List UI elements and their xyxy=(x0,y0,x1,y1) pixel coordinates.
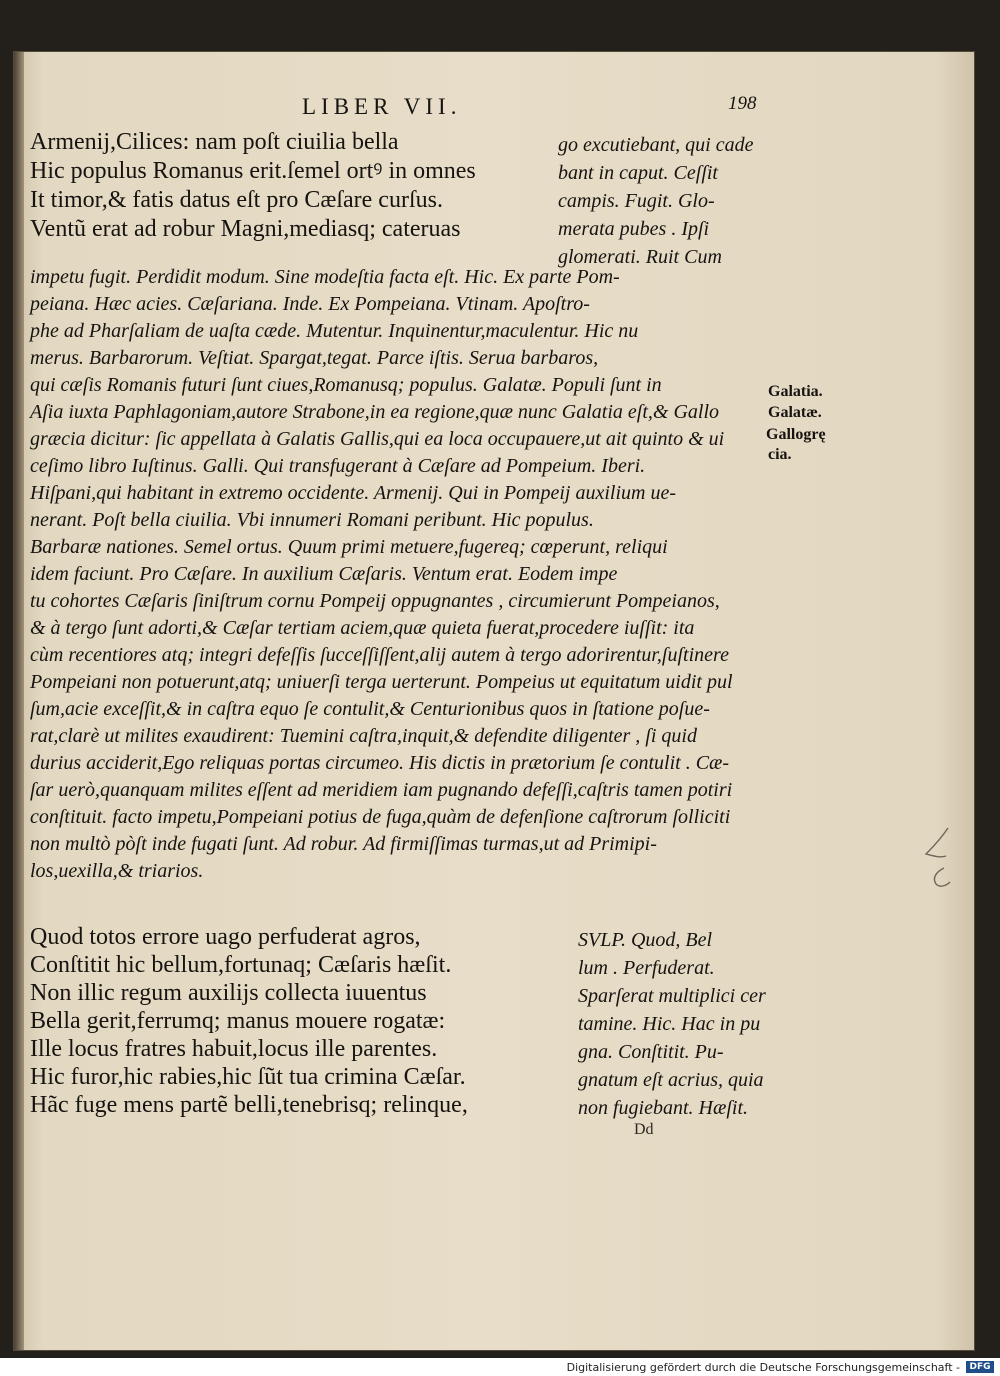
gloss-line: merata pubes . Ipſi xyxy=(558,218,710,240)
signature-mark: Dd xyxy=(634,1121,654,1138)
verse-line: Armenij,Cilices: nam poſt ciuilia bella xyxy=(30,129,399,155)
commentary-line: idem faciunt. Pro Cæſare. In auxilium Cæſaris. Ventum erat. Eodem impe xyxy=(30,563,618,585)
commentary-line: impetu fugit. Perdidit modum. Sine modeſtia facta eſt. Hic. Ex parte Pom- xyxy=(30,266,620,288)
verse-line: Non illic regum auxilijs collecta iuuentus xyxy=(30,980,427,1006)
page-binding-shadow xyxy=(14,52,24,1350)
dfg-logo: DFG xyxy=(966,1361,994,1373)
gloss-line: SVLP. Quod, Bel xyxy=(578,929,713,951)
commentary-line: qui cæſis Romanis futuri ſunt ciues,Romanusq; populus. Galatæ. Populi ſunt in xyxy=(30,374,662,396)
commentary-line: rat,clarè ut milites exaudirent: Tuemini caſtra,inquit,& defendite diligenter , ſi quid xyxy=(30,725,697,747)
commentary-line: conſtituit. facto impetu,Pompeiani potius de fuga,quàm de defenſione caſtrorum ſolliciti xyxy=(30,806,731,828)
commentary-line: ſum,acie exceſſit,& in caſtra equo ſe contulit,& Centurionibus quos in ſtatione poſue- xyxy=(30,698,710,720)
gloss-line: bant in caput. Ceſſit xyxy=(558,162,718,184)
commentary-line: phe ad Pharſaliam de uaſta cæde. Mutentur. Inquinentur,maculentur. Hic nu xyxy=(30,320,639,342)
commentary-line: græcia dicitur: ſic appellata à Galatis Gallis,qui ea loca occupauere,ut ait quinto & ui xyxy=(30,428,725,450)
commentary-line: Aſia iuxta Paphlagoniam,autore Strabone,in ea regione,quæ nunc Galatia eſt,& Gallo xyxy=(30,401,720,423)
commentary-line: nerant. Poſt bella ciuilia. Vbi innumeri Romani peribunt. Hic populus. xyxy=(30,509,594,531)
commentary-line: los,uexilla,& triarios. xyxy=(30,860,204,882)
gloss-line: gnatum eſt acrius, quia xyxy=(578,1069,764,1091)
footer-bar xyxy=(0,1358,1000,1376)
commentary-line: ceſimo libro Iuſtinus. Galli. Qui transfugerant à Cæſare ad Pompeium. Iberi. xyxy=(30,455,646,477)
commentary-line: cùm recentiores atq; integri defeſſis ſucceſſiſſent,alij autem à tergo adorirentur,ſuſtinere xyxy=(30,644,729,666)
commentary-line: durius acciderit,Ego reliquas portas circumeo. His dictis in prætorium ſe contulit . Cæ- xyxy=(30,752,730,774)
verse-line: It timor,& fatis datus eſt pro Cæſare curſus. xyxy=(30,187,443,213)
verse-line: Ille locus fratres habuit,locus ille parentes. xyxy=(30,1036,438,1062)
marginal-note: Galatæ. xyxy=(768,404,822,421)
verse-line: Hic furor,hic rabies,hic ſũt tua crimina Cæſar. xyxy=(30,1064,466,1090)
marginal-note: cia. xyxy=(768,446,792,463)
page-number: 198 xyxy=(728,93,757,114)
marginal-note: Galatia. xyxy=(768,383,823,400)
commentary-line: tu cohortes Cæſaris ſiniſtrum cornu Pompeij oppugnantes , circumierunt Pompeianos, xyxy=(30,590,720,612)
commentary-line: Barbaræ nationes. Semel ortus. Quum primi metuere,fugereq; cœperunt, reliqui xyxy=(30,536,668,558)
commentary-line: non multò pòſt inde fugati ſunt. Ad robur. Ad firmiſſimas turmas,ut ad Primipi- xyxy=(30,833,657,855)
commentary-line: peiana. Hæc acies. Cæſariana. Inde. Ex Pompeiana. Vtinam. Apoſtro- xyxy=(30,293,590,315)
gloss-line: Sparſerat multiplici cer xyxy=(578,985,766,1007)
verse-line: Bella gerit,ferrumq; manus mouere rogatæ: xyxy=(30,1008,446,1034)
verse-line: Conſtitit hic bellum,fortunaq; Cæſaris hæſit. xyxy=(30,952,452,978)
gloss-line: non fugiebant. Hæſit. xyxy=(578,1097,748,1119)
gloss-line: lum . Perfuderat. xyxy=(578,957,715,979)
running-head: LIBER VII. xyxy=(302,94,462,119)
footer-text: Digitalisierung gefördert durch die Deutsche Forschungsgemeinschaft - xyxy=(566,1361,960,1374)
verse-line: Hic populus Romanus erit.ſemel ortꝰ in omnes xyxy=(30,158,476,184)
gloss-line: glomerati. Ruit Cum xyxy=(558,246,722,268)
commentary-line: merus. Barbarorum. Veſtiat. Spargat,tegat. Parce iſtis. Serua barbaros, xyxy=(30,347,599,369)
gloss-line: go excutiebant, qui cade xyxy=(558,134,754,156)
gloss-line: gna. Conſtitit. Pu- xyxy=(578,1041,724,1063)
verse-line: Ventũ erat ad robur Magni,mediasq; cateruas xyxy=(30,216,461,242)
gloss-line: tamine. Hic. Hac in pu xyxy=(578,1013,761,1035)
commentary-line: Hiſpani,qui habitant in extremo occidente. Armenij. Qui in Pompeij auxilium ue- xyxy=(30,482,676,504)
pencil-mark xyxy=(910,820,960,900)
marginal-note: Gallogrę xyxy=(766,426,826,443)
verse-line: Quod totos errore uago perfuderat agros, xyxy=(30,924,421,950)
commentary-line: ſar uerò,quanquam milites eſſent ad meridiem iam pugnando defeſſi,caſtris tamen potiri xyxy=(30,779,733,801)
gloss-line: campis. Fugit. Glo- xyxy=(558,190,715,212)
commentary-line: Pompeiani non potuerunt,atq; uniuerſi terga uerterunt. Pompeius ut equitatum uidit pul xyxy=(30,671,733,693)
commentary-line: & à tergo ſunt adorti,& Cæſar tertiam aciem,quæ quieta fuerat,procedere iuſſit: ita xyxy=(30,617,695,639)
verse-line: Hãc fuge mens partẽ belli,tenebrisq; relinque, xyxy=(30,1092,468,1118)
